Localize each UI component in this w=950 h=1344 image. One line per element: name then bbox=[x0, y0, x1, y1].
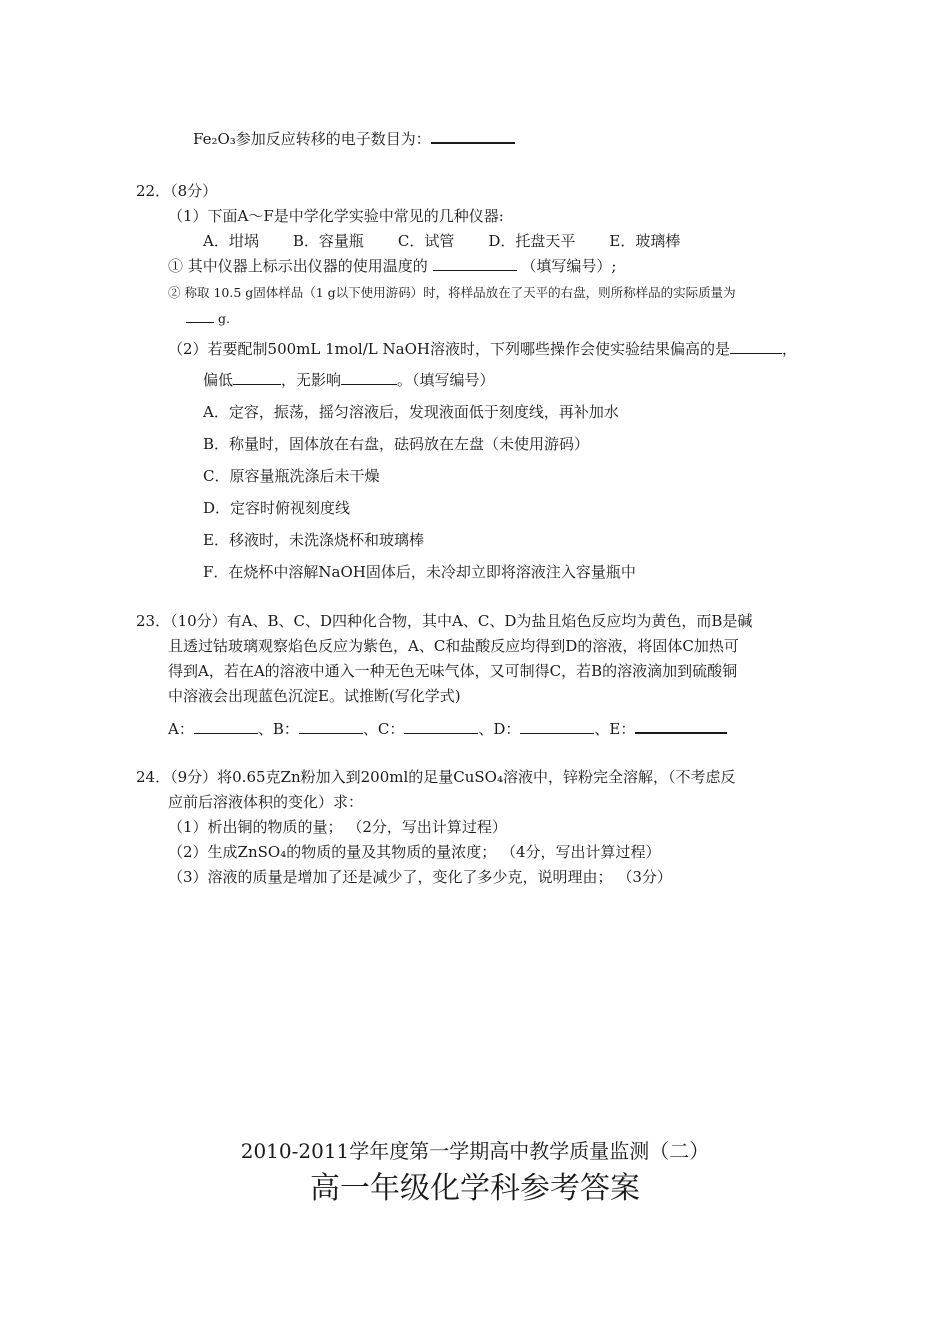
q22-options bbox=[203, 231, 714, 251]
q22-none-label: ，无影响 bbox=[281, 371, 342, 389]
q23-line3: 得到A，若在A的溶液中通入一种无色无味气体，又可制得C，若B的溶液滴加到硫酸铜 bbox=[168, 662, 738, 680]
q23-line2: 且透过钴玻璃观察焰色反应为紫色，A、C和盐酸反应均得到D的溶液，将固体C加热可 bbox=[168, 637, 739, 655]
q22-part2-end: 。（填写编号） bbox=[397, 371, 495, 389]
answer-blank[interactable] bbox=[431, 128, 515, 144]
q22-part2-text: （2）若要配制500mL 1mol/L NaOH溶液时，下列哪些操作会使实验结果偏高的是 bbox=[168, 340, 730, 358]
q23-answers bbox=[168, 718, 727, 739]
q22-sub2-unit: g. bbox=[217, 311, 230, 326]
q23-line4: 中溶液会出现蓝色沉淀E。试推断(写化学式) bbox=[168, 687, 461, 705]
q23-label-c: 、C： bbox=[362, 720, 405, 738]
answer-blank-a[interactable] bbox=[194, 719, 258, 734]
q24-sub2: （2）生成ZnSO₄的物质的量及其物质的量浓度； （4分，写出计算过程） bbox=[168, 843, 661, 861]
q24-line1: 24．（9分）将0.65克Zn粉加入到200ml的足量CuSO₄溶液中，锌粉完全溶解，（不考虑反 bbox=[136, 768, 736, 786]
answer-key-subtitle: 2010-2011学年度第一学期高中教学质量监测（二） bbox=[240, 1139, 710, 1163]
option-b: B．容量瓶 bbox=[292, 232, 364, 250]
answer-blank[interactable] bbox=[341, 370, 397, 385]
option-a: A．坩埚 bbox=[203, 232, 259, 250]
choice-e: E．移液时，未洗涤烧杯和玻璃棒 bbox=[203, 531, 424, 549]
answer-blank[interactable] bbox=[433, 256, 517, 271]
answer-blank-c[interactable] bbox=[404, 719, 478, 734]
choice-f: F．在烧杯中溶解NaOH固体后，未冷却立即将溶液注入容量瓶中 bbox=[203, 563, 636, 581]
q24-sub3: （3）溶液的质量是增加了还是减少了，变化了多少克，说明理由； （3分） bbox=[168, 868, 672, 886]
choice-c: C．原容量瓶洗涤后未干燥 bbox=[203, 467, 380, 485]
q22-part2-line2 bbox=[203, 370, 495, 390]
q22-sub1-suffix: （填写编号）; bbox=[521, 257, 617, 275]
q22-comma: ， bbox=[781, 340, 797, 358]
q22-part2-line1 bbox=[168, 339, 797, 359]
q23-label-d: 、D： bbox=[478, 720, 521, 738]
answer-key-title: 高一年级化学科参考答案 bbox=[310, 1171, 640, 1206]
q22-sub1 bbox=[168, 256, 616, 276]
q22-low-label: 偏低 bbox=[203, 371, 234, 389]
q22-part1-intro: （1）下面A～F是中学化学实验中常见的几种仪器: bbox=[168, 207, 504, 225]
q22-sub2: ② 称取 10.5 g固体样品（1 g以下使用游码）时，将样品放在了天平的右盘，则所称样品的实际质量为 bbox=[168, 285, 736, 300]
q23-line1: 23．（10分）有A、B、C、D四种化合物，其中A、C、D为盐且焰色反应均为黄色，而B是碱 bbox=[136, 612, 753, 630]
q23-label-b: 、B： bbox=[257, 720, 299, 738]
q23-label-e: 、E： bbox=[594, 720, 636, 738]
option-c: C．试管 bbox=[397, 232, 455, 250]
option-e: E．玻璃棒 bbox=[609, 232, 681, 250]
q22-sub1-text: ① 其中仪器上标示出仪器的使用温度的 bbox=[168, 257, 428, 275]
answer-blank-b[interactable] bbox=[299, 719, 363, 734]
choice-d: D．定容时俯视刻度线 bbox=[203, 499, 351, 517]
q22-header: 22．（8分） bbox=[136, 182, 218, 200]
answer-blank[interactable] bbox=[186, 308, 214, 323]
q21-text: Fe₂O₃参加反应转移的电子数目为： bbox=[193, 130, 431, 148]
option-d: D．托盘天平 bbox=[488, 232, 576, 250]
answer-blank[interactable] bbox=[233, 370, 281, 385]
answer-blank[interactable] bbox=[730, 339, 782, 354]
q23-label-a: A： bbox=[168, 720, 194, 738]
answer-blank-d[interactable] bbox=[520, 719, 594, 734]
answer-blank-e[interactable] bbox=[635, 718, 727, 734]
q24-sub1: （1）析出铜的物质的量； （2分，写出计算过程） bbox=[168, 818, 507, 836]
q21-line bbox=[193, 128, 515, 149]
q24-line2: 应前后溶液体积的变化）求： bbox=[168, 793, 364, 811]
q22-sub2-cont bbox=[186, 308, 230, 329]
choice-a: A．定容，振荡，摇匀溶液后，发现液面低于刻度线，再补加水 bbox=[203, 403, 619, 421]
choice-b: B．称量时，固体放在右盘，砝码放在左盘（未使用游码） bbox=[203, 435, 590, 453]
